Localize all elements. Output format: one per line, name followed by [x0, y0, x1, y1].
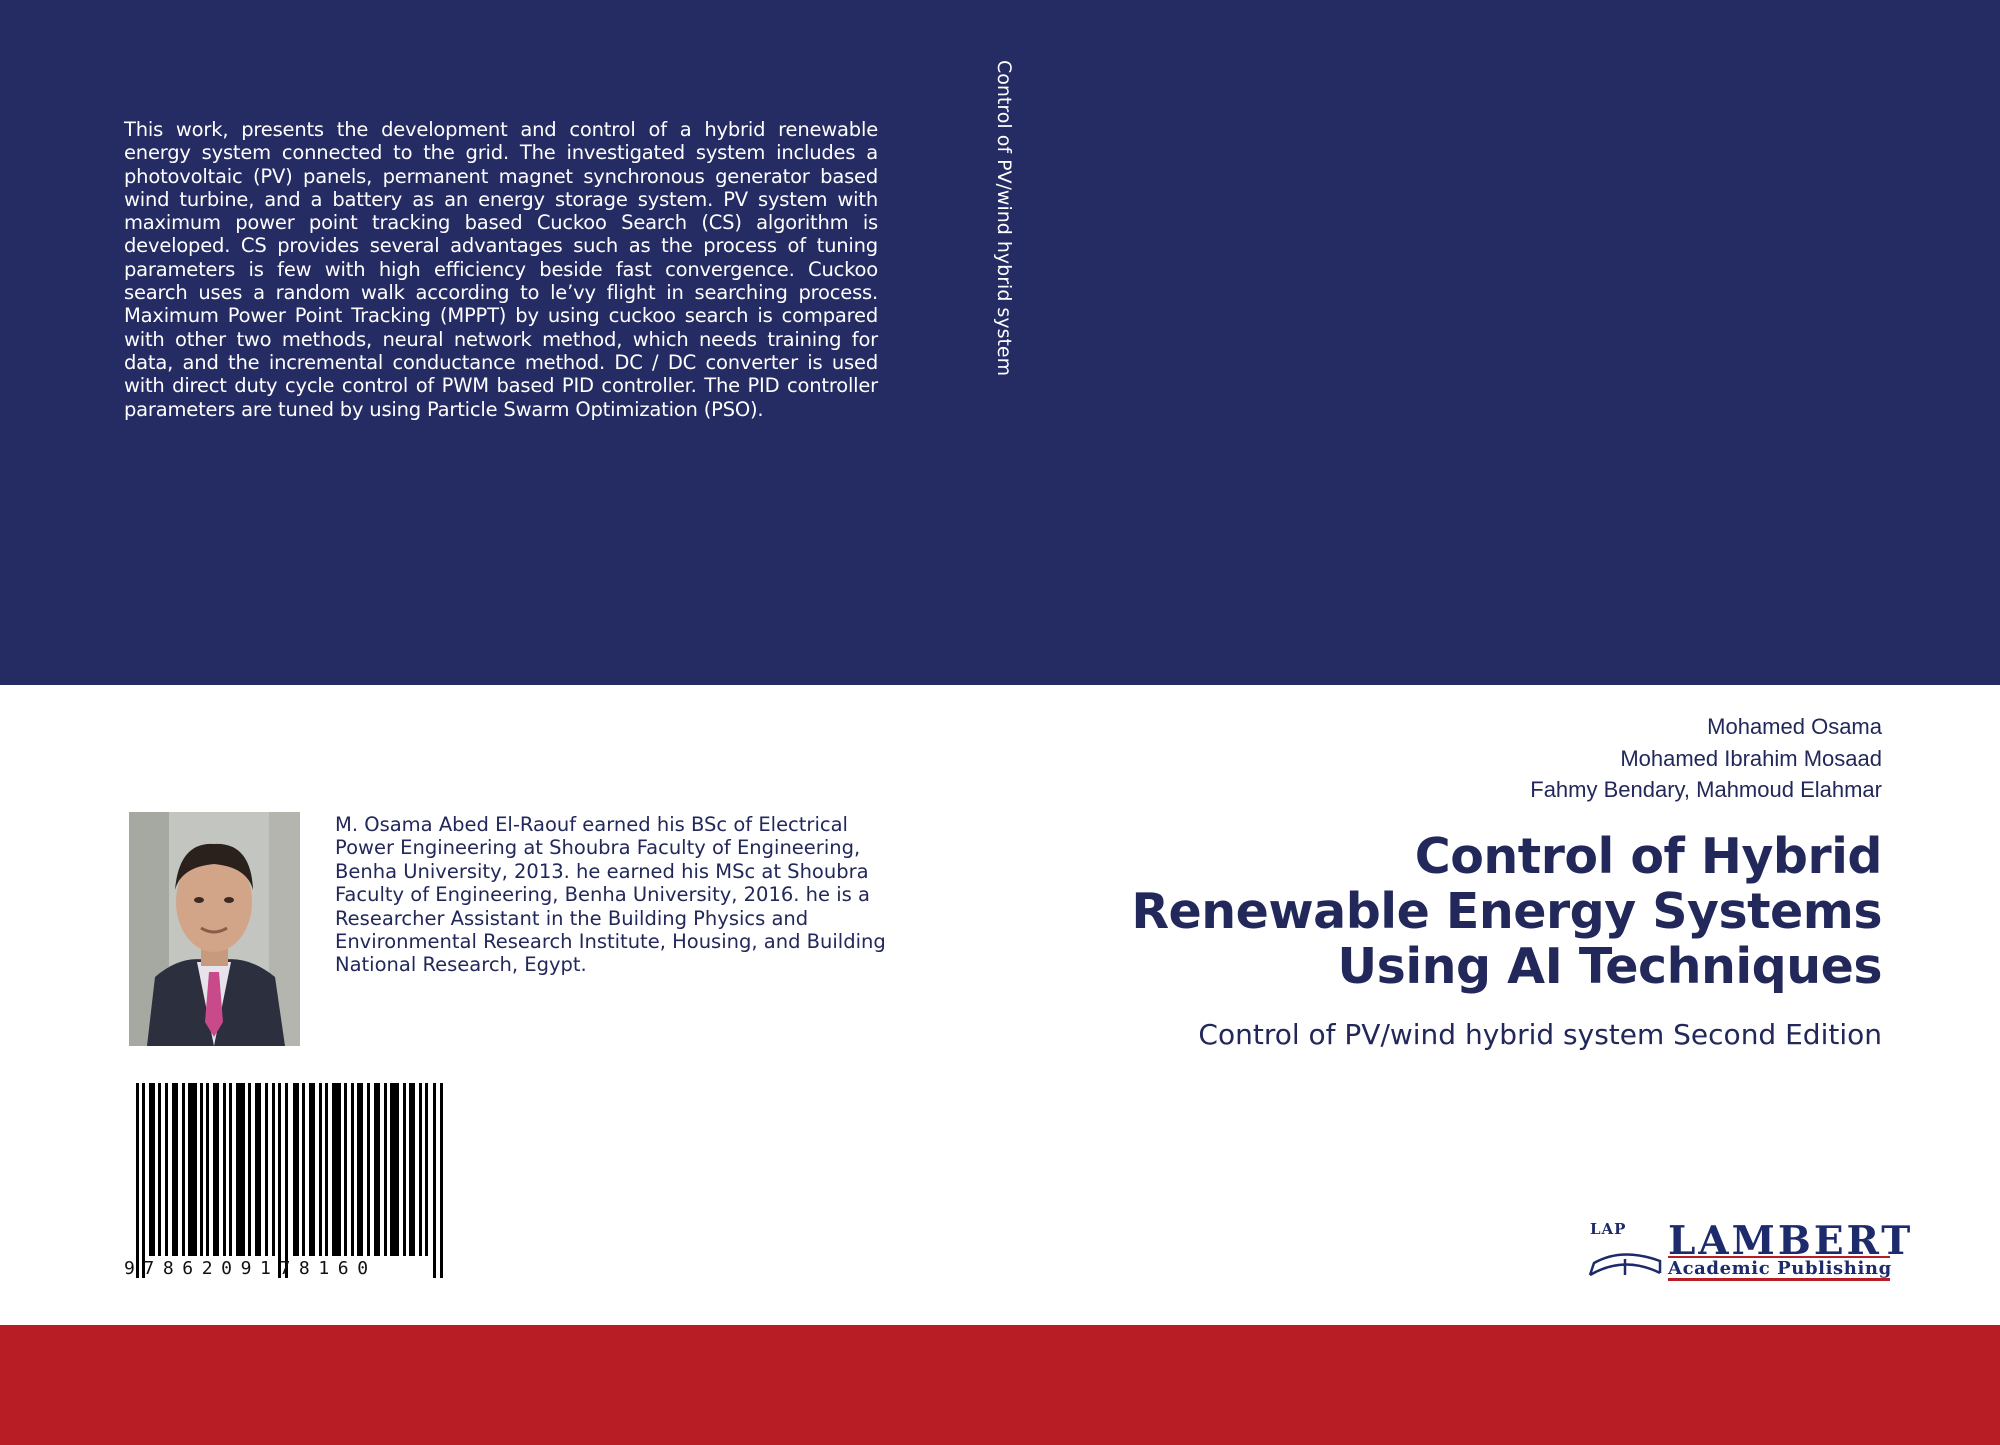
publisher-tagline: Academic Publishing — [1668, 1258, 1892, 1279]
author-biography: M. Osama Abed El-Raouf earned his BSc of Electrical Power Engineering at Shoubra Faculty of Engineering, Benha University, 2013. he earned his MSc at Shoubra Faculty of Engineering, Benha University, 2016. he is a Researcher Assistant in the Building Physics and Environmental Research Institute, Housing, and Building National Research, Egypt. — [335, 813, 886, 977]
back-cover-blurb: This work, presents the development and control of a hybrid renewable energy system connected to the grid. The investigated system includes a photovoltaic (PV) panels, permanent magnet synchronous generator based wind turbine, and a battery as an energy storage system. PV system with maximum power point tracking based Cuckoo Search (CS) algorithm is developed. CS provides several advantages such as the process of tuning parameters is few with high efficiency beside fast convergence. Cuckoo search uses a random walk according to le’vy flight in searching process. Maximum Power Point Tracking (MPPT) by using cuckoo search is compared with other two methods, neural network method, which needs training for data, and the incremental conductance method. DC / DC converter is used with direct duty cycle control of PWM based PID controller. The PID controller parameters are tuned by using Particle Swarm Optimization (PSO). — [124, 118, 878, 421]
book-title — [1131, 829, 1882, 994]
publisher-name: LAMBERT — [1668, 1218, 1914, 1264]
isbn-digits: 9786209178160 — [124, 1258, 377, 1279]
author-photo — [129, 812, 300, 1046]
isbn-barcode — [125, 1083, 455, 1278]
title-line: Renewable Energy Systems — [1131, 883, 1882, 940]
front-cover-authors — [1530, 711, 1882, 806]
title-line: Control of Hybrid — [1414, 828, 1882, 885]
author-name: Fahmy Bendary, Mahmoud Elahmar — [1530, 777, 1882, 802]
publisher-mark: LAP — [1590, 1220, 1627, 1238]
author-name: Mohamed Osama — [1707, 714, 1882, 739]
book-subtitle: Control of PV/wind hybrid system Second Edition — [1198, 1018, 1882, 1051]
cover-red-band — [0, 1325, 2000, 1445]
title-line: Using AI Techniques — [1337, 938, 1882, 995]
spine-title: Control of PV/wind hybrid system — [993, 60, 1015, 377]
author-name: Mohamed Ibrahim Mosaad — [1620, 745, 1882, 771]
